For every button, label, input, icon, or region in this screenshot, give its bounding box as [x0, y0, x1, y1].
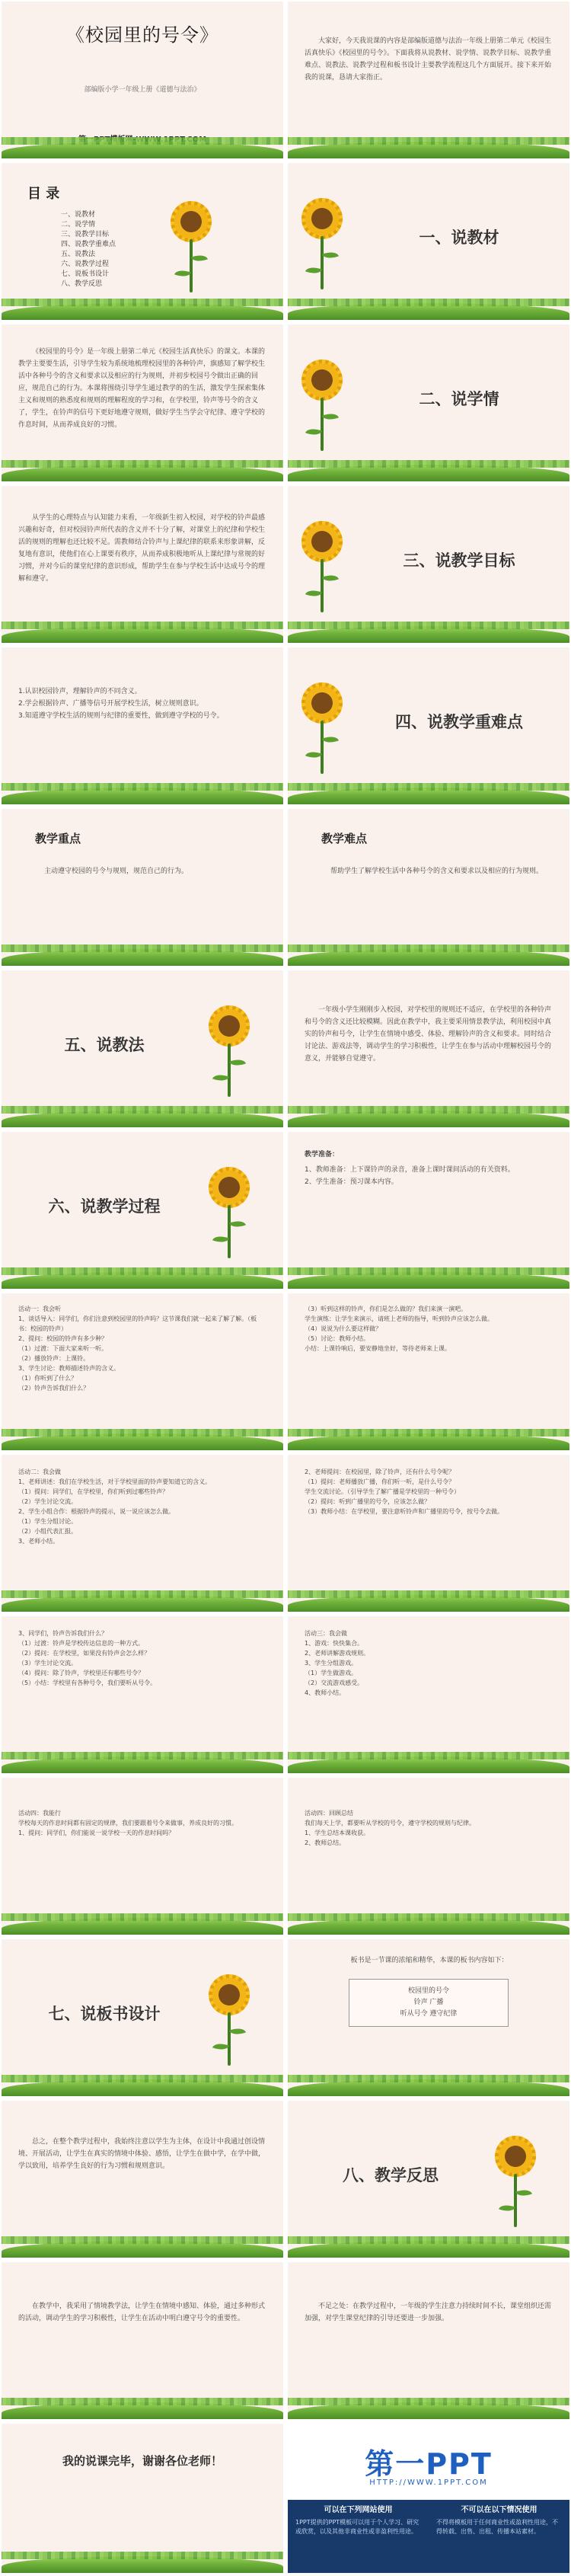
cover-subtitle: 部编版小学一年级上册《道德与法治》 — [84, 86, 201, 94]
grass-decoration — [288, 2241, 569, 2258]
activity-text: 活动三：我会做 1、游戏：快快集合。 2、老师讲解游戏规则。 3、学生分组游戏。 （1）学生做游戏。 （2）交流游戏感受。 4、教师小结。 — [305, 1630, 370, 1696]
zhongdian-slide — [2, 809, 283, 966]
grass-decoration — [288, 1111, 569, 1127]
grass-decoration — [288, 1595, 569, 1612]
section-title: 二、说学情 — [419, 390, 499, 408]
grass-decoration — [2, 949, 283, 966]
toc-slide — [2, 163, 283, 320]
ppt-forbidden-text: 不得将模板用于任何商业性或盈利性用途，不得转载、出售、出租、传播本站素材。 — [436, 2519, 558, 2535]
sunflower-icon — [300, 360, 346, 451]
grass-decoration — [2, 1595, 283, 1612]
activity-slide — [2, 1455, 283, 1612]
jiaofa-text: 一年级小学生刚刚步入校园，对学校里的规则还不适应，在学校里的各种铃声和号令的含义还比较模糊。因此在教学中，我主要采用情景教学法，利用校园中真实的铃声和号令，让学生在情境中感受、体验、理解铃声的含义和要求。同时结合讨论法、游戏法等，调动学生的学习积极性，让学生在参与活动中理解校园号令的意义，并能够自觉遵守。 — [305, 1006, 552, 1063]
grass-decoration — [288, 465, 569, 481]
activity-slide — [288, 1455, 569, 1612]
ppt-forbidden-heading: 不可以在以下情况使用 — [461, 2506, 538, 2514]
section-slide-7 — [2, 1939, 283, 2096]
xueqing-text: 从学生的心理特点与认知能力来看，一年级新生初入校园，对学校的铃声最感兴趣和好奇，但对校园铃声所代表的含义并不十分了解，对课堂上的纪律和学校生活的规则的理解也还比较不足。需教师结合铃声与上课纪律的联系来形象讲解，反复地有意识，使他们在心上课要有秩序，从而养成积极地听从上课纪律与常规的好习惯，并对今后的课堂纪律的意识形成，帮助学生在参与学校生活中达成号令的理解和遵守。 — [18, 514, 266, 583]
sunflower-icon — [493, 2136, 539, 2227]
grass-decoration — [2, 465, 283, 481]
blackboard: 校园里的号令 铃声 广播 听从号令 遵守纪律 — [349, 1979, 509, 2027]
toc-item[interactable]: 六、说教学过程 — [61, 260, 110, 268]
grass-decoration — [2, 2241, 283, 2258]
section-title: 四、说教学重难点 — [395, 713, 523, 731]
grass-decoration — [2, 303, 283, 320]
activity-text: （3）听到这样的铃声，你们是怎么做的？我们来演一演吧。 学生演练：让学生来演示，请班上老师的指导，听到铃声应该怎么做。 （4）说说为什么要这样做？ （5）讨论：教师小结。 小结：上课铃响后，要安静地坐好，等待老师来上课。 — [305, 1306, 493, 1352]
grass-decoration — [2, 1111, 283, 1127]
section-title: 六、说教学过程 — [48, 1197, 161, 1216]
grass-decoration — [2, 1756, 283, 1773]
activity-slide — [2, 1778, 283, 1935]
end-text: 我的说课完毕，谢谢各位老师！ — [62, 2454, 222, 2468]
fansi-text: 不足之处：在教学过程中，一年级的学生注意力持续时间不长，课堂组织还需加强，对学生课堂纪律的引导还要进一步加强。 — [305, 2303, 552, 2322]
sunflower-icon — [169, 201, 215, 292]
nandian-heading: 教学难点 — [321, 832, 368, 845]
activity-text: 活动一：我会听 1、谈话导入：同学们，你们注意到校园里的铃声吗？这节课我们就一起来了解了解。（板书：校园的铃声） 2、提问：校园的铃声有多少种？ （1）过渡：下面大家来听一听。 （2）播放铃声：上课铃。 3、学生讨论：教师描述铃声的含义。 （1）你听到了什么？ （2）铃声告诉我们什么？ — [18, 1306, 257, 1392]
grass-decoration — [288, 1918, 569, 1935]
grass-decoration — [288, 142, 569, 158]
section-slide-3 — [288, 486, 569, 643]
end-slide — [2, 2424, 283, 2573]
jiaofa-slide — [288, 970, 569, 1127]
nandian-text: 帮助学生了解学校生活中各种号令的含义和要求以及相应的行为规则。 — [330, 868, 544, 875]
sunflower-icon — [300, 198, 346, 289]
grass-decoration — [2, 788, 283, 804]
mubiao-text: 1.认识校园铃声，理解铃声的不同含义。 2.学会根据铃声、广播等信号开展学校生活，树立规则意识。 3.知道遵守学校生活的规则与纪律的重要性，做到遵守学校的号令。 — [18, 688, 224, 720]
cover-title: 《校园里的号令》 — [66, 24, 219, 46]
grass-decoration — [288, 2079, 569, 2096]
toc-list — [61, 210, 116, 289]
toc-title: 目 录 — [27, 186, 60, 202]
ppt-logo: 第一PPT — [365, 2447, 493, 2481]
section-slide-2 — [288, 324, 569, 481]
grass-decoration — [2, 1272, 283, 1289]
toc-item[interactable]: 四、说教学重难点 — [61, 241, 116, 248]
activity-slide — [288, 1616, 569, 1773]
grass-decoration — [2, 2079, 283, 2096]
section-title: 八、教学反思 — [343, 2166, 439, 2184]
fansi-text: 总之，在整个教学过程中，我始终注意以学生为主体，在设计中我通过创设情境、开展活动，让学生在真实的情境中体验、感悟，让学生在做中学，在学中做，学以致用，培养学生良好的行为习惯和规则意识。 — [18, 2138, 266, 2170]
grass-decoration — [288, 788, 569, 804]
banshu-intro: 板书是一节课的浓缩和精华，本课的板书内容如下： — [350, 1957, 509, 1964]
ppt-forbidden-column — [429, 2500, 569, 2573]
fansi-slide — [2, 2101, 283, 2258]
ppt-panel — [288, 2424, 569, 2573]
ppt-allowed-heading: 可以在下列网站使用 — [324, 2506, 393, 2514]
zhongdian-text: 主动遵守校园的号令与规则，规范自己的行为。 — [44, 868, 189, 875]
activity-text: 活动四：回顾总结 我们每天上学，都要听从学校的号令，遵守学校的规则与纪律。 1、学生总结本课收获。 2、教师总结。 — [305, 1810, 475, 1846]
section-title: 七、说板书设计 — [48, 2005, 161, 2023]
ppt-allowed-text: 1PPT提供的PPT模板可以用于个人学习、研究或欣赏，以及其他非商业性或非盈利性用途。 — [295, 2519, 419, 2535]
section-title: 一、说教材 — [419, 229, 499, 247]
sunflower-icon — [207, 1974, 253, 2066]
zhongdian-heading: 教学重点 — [35, 832, 81, 845]
fansi-slide — [2, 2262, 283, 2419]
grass-decoration — [2, 2402, 283, 2419]
prep-text: 1、教师准备：上下课铃声的录音，准备上课时课间活动的有关资料。 2、学生准备：预习课本内容。 — [305, 1166, 515, 1186]
ppt-ad-slide — [288, 2424, 569, 2573]
banshu-slide — [288, 1939, 569, 2096]
sunflower-icon — [300, 521, 346, 612]
fansi-text: 在教学中，我采用了情境教学法，让学生在情境中感知、体验，通过多种形式的活动，调动学生的学习积极性，让学生在活动中明白遵守号令的重要性。 — [18, 2303, 266, 2322]
prep-heading: 教学准备： — [305, 1151, 340, 1159]
grass-decoration — [288, 303, 569, 320]
toc-item[interactable]: 七、说板书设计 — [61, 270, 110, 278]
grass-decoration — [2, 1918, 283, 1935]
sunflower-icon — [300, 682, 346, 774]
toc-item[interactable]: 五、说教法 — [61, 251, 96, 258]
nandian-slide — [288, 809, 569, 966]
activity-slide — [288, 1778, 569, 1935]
cover-slide — [2, 2, 283, 158]
toc-item[interactable]: 二、说学情 — [61, 221, 96, 229]
activity-slide — [288, 1293, 569, 1450]
section-slide-5 — [2, 970, 283, 1127]
sunflower-icon — [207, 1167, 253, 1258]
activity-slide — [2, 1616, 283, 1773]
fansi-slide — [288, 2262, 569, 2419]
mubiao-slide — [2, 647, 283, 804]
grass-decoration — [2, 1433, 283, 1450]
section-title: 三、说教学目标 — [403, 551, 515, 570]
section-slide-1 — [288, 163, 569, 320]
section-title: 五、说教法 — [64, 1036, 145, 1054]
prep-slide — [288, 1132, 569, 1289]
toc-item[interactable]: 八、教学反思 — [61, 280, 103, 288]
activity-text: 3、同学们，铃声告诉我们什么？ （1）过渡：铃声是学校传达信息的一种方式。 （2）提问：在学校里，如果没有铃声会怎么样？ （3）学生讨论交流。 （4）提问：除了铃声，学校里还有哪些号令？ （5）小结：学校里有各种号令，我们要听从号令。 — [18, 1630, 157, 1686]
grass-decoration — [288, 1272, 569, 1289]
section-slide-6 — [2, 1132, 283, 1289]
intro-slide — [288, 2, 569, 158]
toc-item[interactable]: 一、说教材 — [61, 211, 96, 219]
grass-decoration — [288, 2402, 569, 2419]
sunflower-icon — [207, 1005, 253, 1097]
jiaocai-text: 《校园里的号令》是一年级上册第二单元《校园生活真快乐》的课文。本课的教学主要要生活，引导学生较为系统地梳理校园里的各种铃声，旗感知了解学校生活中各种号令的含义和要求以及相应的行为规则，并初步校园号令做出正确的回应，规范自己的行为。本课将围绕引导学生通过教学的的生活，激发学生探索集体主义和规则的熟悉度和规则的理解程度的学习和，在学校里，铃声等号令的含义了，学生，在铃声的信号下更好地遵守规则，做好学生当学会守纪律、遵守学校的作息时间，从而养成良好的习惯。 — [18, 348, 266, 429]
activity-text: 活动二：我会做 1、老师讲述：我们在学校生活，对于学校里面的铃声要知道它的含义。 （1）提问：同学们，在学校里，你们听到过哪些铃声？ （2）学生讨论交流。 2、学生小组合作：根据铃声的提示，说一说应该怎么做。 （1）学生分组讨论。 （2）小组代表汇报。 3、老师小结。 — [18, 1469, 212, 1545]
section-slide-4 — [288, 647, 569, 804]
section-slide-8 — [288, 2101, 569, 2258]
ppt-info-bar — [288, 2500, 569, 2573]
grass-decoration — [288, 626, 569, 643]
jiaocai-slide — [2, 324, 283, 481]
activity-text: 活动四：我能行 学校每天的作息时间都有固定的规律，我们要跟着号令来做事，养成良好的习惯。 1、提问：同学们，你们能说一说学校一天的作息时间吗？ — [18, 1810, 238, 1836]
activity-text: 2、老师提问：在校园里，除了铃声，还有什么号令呢？ （1）提问：老师播放广播，你们听一听，是什么号令？ 学生交流讨论。（引导学生了解广播是学校里的一种号令） （2）提问：听到广播里的号令，应该怎么做？ （3）教师小结：在学校里，要注意听铃声和广播里的号令，按号令去做。 — [305, 1469, 504, 1515]
ppt-allowed-column — [288, 2500, 429, 2573]
grass-decoration — [2, 2556, 283, 2573]
grass-decoration — [2, 626, 283, 643]
grass-decoration — [288, 1433, 569, 1450]
activity-slide — [2, 1293, 283, 1450]
xueqing-slide — [2, 486, 283, 643]
grass-decoration — [288, 949, 569, 966]
toc-item[interactable]: 三、说教学目标 — [61, 231, 110, 238]
grass-decoration — [2, 142, 283, 158]
grass-decoration — [288, 1756, 569, 1773]
ppt-url[interactable]: HTTP://WWW.1PPT.COM — [369, 2479, 488, 2487]
intro-text: 大家好，今天我说课的内容是部编版道德与法治一年级上册第二单元《校园生活真快乐》《校园里的号令》。下面我将从说教材、说学情、说教学目标、说教学重难点、说教法、说教学过程和板书设计主要教学流程这几个方面展开。接下来开始我的说课，恳请大家指正。 — [305, 37, 552, 81]
